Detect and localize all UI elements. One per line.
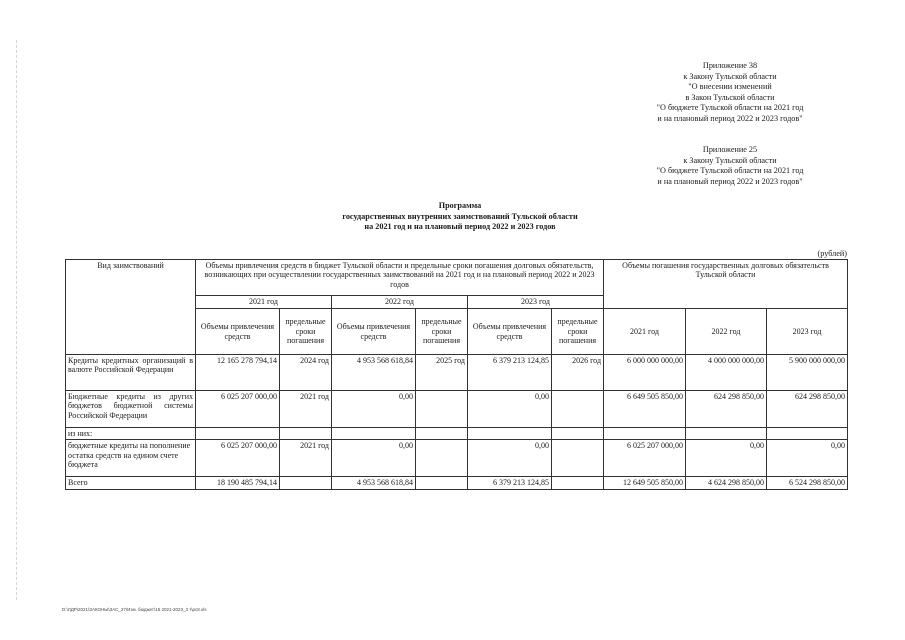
row-name: Бюджетные кредиты из других бюджетов бюджетной системы Российской Федерации xyxy=(66,391,196,428)
header-repay-2021: 2021 год xyxy=(604,309,686,355)
scan-edge-line xyxy=(16,40,17,600)
header-repay-2022: 2022 год xyxy=(686,309,767,355)
cell-repay-2021: 6 000 000 000,00 xyxy=(604,355,686,391)
cell-repay-2023: 0,00 xyxy=(767,440,848,477)
cell-deadline-2023 xyxy=(552,440,604,477)
cell-deadline-2021 xyxy=(280,477,332,489)
cell-deadline-2023 xyxy=(552,477,604,489)
cell-repay-2022: 4 624 298 850,00 xyxy=(686,477,767,489)
cell-deadline-2023 xyxy=(552,391,604,428)
row-name: из них: xyxy=(66,428,196,440)
appendix-line: и на плановый период 2022 и 2023 годов" xyxy=(657,113,803,123)
file-path-footer: D:\ЛДР\2021\ЗАКОНЫ\ЗАС_27\Изм. бюджет\15 2021-2023_3 т\рс8.xls xyxy=(62,607,207,612)
appendix-line: Приложение 38 xyxy=(702,61,758,70)
cell-volume-2023: 6 379 213 124,85 xyxy=(468,477,552,489)
header-year-2021: 2021 год xyxy=(196,296,332,309)
cell-volume-2021: 18 190 485 794,14 xyxy=(196,477,280,489)
table-row xyxy=(66,477,848,489)
appendix-line: в Закон Тульской области xyxy=(685,92,775,102)
table-row xyxy=(66,428,848,440)
cell-volume-2022: 0,00 xyxy=(332,440,416,477)
cell-repay-2023: 624 298 850,00 xyxy=(767,391,848,428)
appendix-line: "О бюджете Тульской области на 2021 год xyxy=(656,103,804,113)
cell-volume-2022: 4 953 568 618,84 xyxy=(332,355,416,391)
cell-deadline-2022 xyxy=(416,440,468,477)
header-volume-2023: Объемы привлечения средств xyxy=(468,309,552,355)
title-line: Программа xyxy=(438,201,482,210)
cell-repay-2022: 0,00 xyxy=(686,440,767,477)
cell-deadline-2022 xyxy=(416,477,468,489)
cell-deadline-2022: 2025 год xyxy=(416,355,468,391)
cell-volume-2023: 0,00 xyxy=(468,440,552,477)
units-label: (рублей) xyxy=(817,249,847,258)
row-name: Кредиты кредитных организаций в валюте Российской Федерации xyxy=(66,355,196,391)
header-volume-2022: Объемы привлечения средств xyxy=(332,309,416,355)
header-repayment: Объемы погашения государственных долговых обязательств Тульской области xyxy=(604,260,848,309)
cell-repay-2021: 6 025 207 000,00 xyxy=(604,440,686,477)
cell-volume-2021: 12 165 278 794,14 xyxy=(196,355,280,391)
cell-volume-2023: 6 379 213 124,85 xyxy=(468,355,552,391)
header-type: Вид заимствований xyxy=(66,260,196,355)
cell-volume-2023: 0,00 xyxy=(468,391,552,428)
cell-repay-2021: 12 649 505 850,00 xyxy=(604,477,686,489)
document-title xyxy=(260,201,660,233)
header-attraction: Объемы привлечения средств в бюджет Тульской области и предельные сроки погашения долговых обязательств, возникающих при осуществлении государственных заимствований на 2021 год и на плановый период 2022 и 2023 годов xyxy=(196,260,604,296)
appendix-line: "О бюджете Тульской области на 2021 год xyxy=(656,166,804,176)
appendix-line: к Закону Тульской области xyxy=(683,71,777,81)
cell-repay-2022: 624 298 850,00 xyxy=(686,391,767,428)
appendix-line: к Закону Тульской области xyxy=(683,155,777,165)
cell-deadline-2021: 2024 год xyxy=(280,355,332,391)
row-name: бюджетные кредиты на пополнение остатка средств на едином счете бюджета xyxy=(66,440,196,477)
cell-repay-2022: 4 000 000 000,00 xyxy=(686,355,767,391)
header-deadline-2023: предельные сроки погашения xyxy=(552,309,604,355)
table-row xyxy=(66,440,848,477)
cell-deadline-2021: 2021 год xyxy=(280,440,332,477)
borrowing-program-table xyxy=(65,259,848,490)
header-year-2022: 2022 год xyxy=(332,296,468,309)
header-year-2023: 2023 год xyxy=(468,296,604,309)
cell-volume-2021: 6 025 207 000,00 xyxy=(196,440,280,477)
cell-volume-2022: 4 953 568 618,84 xyxy=(332,477,416,489)
table-row xyxy=(66,391,848,428)
cell-deadline-2021: 2021 год xyxy=(280,391,332,428)
header-deadline-2022: предельные сроки погашения xyxy=(416,309,468,355)
appendix-25-note xyxy=(630,145,830,187)
cell-repay-2023: 5 900 000 000,00 xyxy=(767,355,848,391)
appendix-line: "О внесении изменений xyxy=(688,82,772,92)
row-name: Всего xyxy=(66,477,196,489)
cell-deadline-2022 xyxy=(416,391,468,428)
cell-repay-2021: 6 649 505 850,00 xyxy=(604,391,686,428)
cell-volume-2021: 6 025 207 000,00 xyxy=(196,391,280,428)
cell-deadline-2023: 2026 год xyxy=(552,355,604,391)
table-row xyxy=(66,355,848,391)
header-deadline-2021: предельные сроки погашения xyxy=(280,309,332,355)
appendix-line: и на плановый период 2022 и 2023 годов" xyxy=(657,176,803,186)
appendix-38-note xyxy=(630,61,830,125)
title-line: государственных внутренних заимствований Тульской области xyxy=(342,211,578,221)
appendix-line: Приложение 25 xyxy=(702,145,758,154)
header-volume-2021: Объемы привлечения средств xyxy=(196,309,280,355)
cell-repay-2023: 6 524 298 850,00 xyxy=(767,477,848,489)
title-line: на 2021 год и на плановый период 2022 и 2023 годов xyxy=(364,222,556,232)
header-repay-2023: 2023 год xyxy=(767,309,848,355)
cell-volume-2022: 0,00 xyxy=(332,391,416,428)
